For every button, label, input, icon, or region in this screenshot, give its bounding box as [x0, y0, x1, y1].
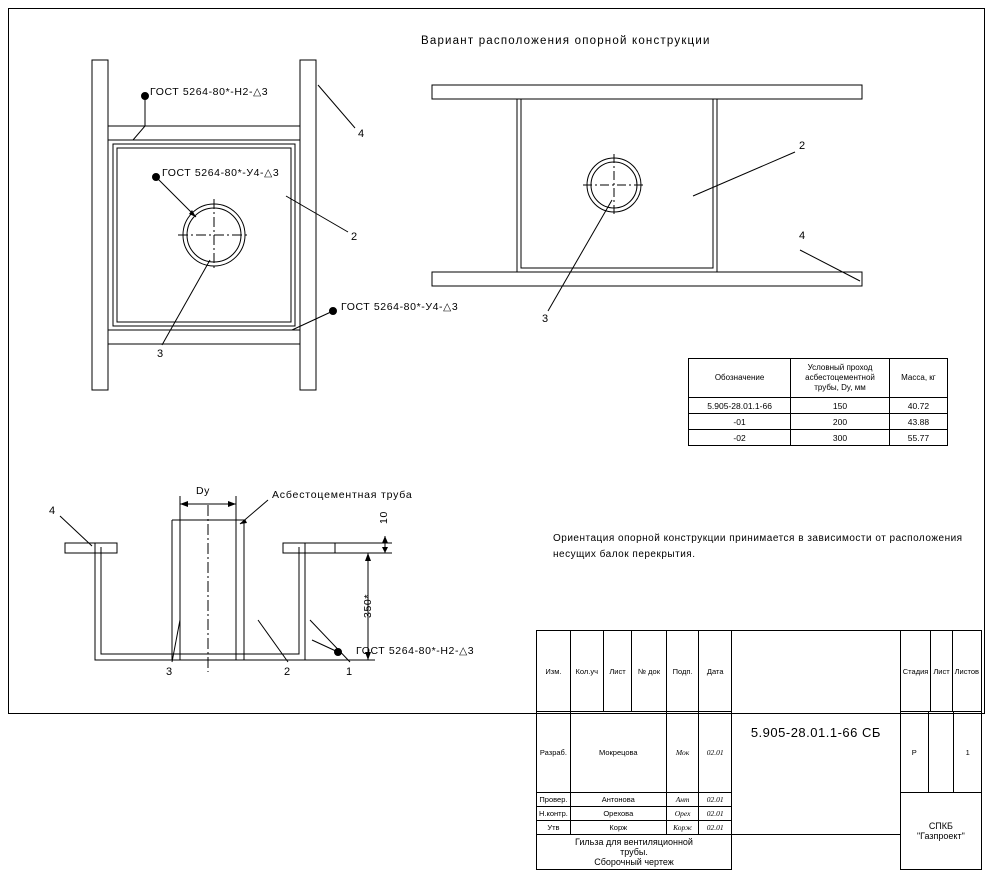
spec-header-0: Обозначение: [689, 359, 791, 398]
stage-header-2: Листов: [954, 666, 979, 676]
stamp-name-1: Антонова: [570, 793, 666, 807]
stamp-date-0: 02.01: [699, 712, 732, 793]
stage-value-1: [928, 712, 954, 792]
stamp-role-2: Н.контр.: [537, 807, 571, 821]
table-row: [689, 398, 948, 414]
weld-label-h2-bottom: ГОСТ 5264-80*-Н2-△3: [356, 645, 475, 657]
stamp-col-4: Подп.: [666, 631, 699, 712]
stamp-role-3: Утв: [537, 821, 571, 835]
drawing-number: 5.905-28.01.1-66 СБ: [731, 631, 900, 835]
stamp-sign-1: Ант: [666, 793, 699, 807]
spec-cell-1-2: 43.88: [889, 414, 947, 430]
pos-2-top-left: 2: [351, 231, 358, 243]
stamp-role-1: Провер.: [537, 793, 571, 807]
specification-table: [688, 358, 948, 446]
pos-2-top-right: 2: [799, 140, 806, 152]
pos-2-bottom: 2: [284, 666, 291, 678]
org-name-line1: СПКБ: [928, 821, 953, 831]
title-block: [536, 630, 982, 867]
drawing-title-line2: трубы.: [620, 847, 648, 857]
weld-label-h2-top: ГОСТ 5264-80*-Н2-△3: [150, 86, 269, 98]
drawing-title-line3: Сборочный чертеж: [594, 857, 674, 867]
stage-header-0: Стадия: [901, 631, 931, 711]
asbestos-pipe-label: Асбестоцементная труба: [272, 489, 413, 501]
drawing-title-line1: Гильза для вентиляционной: [575, 837, 693, 847]
stamp-name-2: Орехова: [570, 807, 666, 821]
stamp-col-5: Дата: [699, 631, 732, 712]
pos-4-top-right: 4: [799, 230, 806, 242]
stamp-col-1: Кол.уч: [570, 631, 603, 712]
stamp-date-2: 02.01: [699, 807, 732, 821]
weld-label-u4-right: ГОСТ 5264-80*-У4-△3: [341, 301, 459, 313]
stamp-col-0: Изм.: [537, 631, 571, 712]
stamp-date-3: 02.01: [699, 821, 732, 835]
stamp-col-3: № док: [632, 631, 666, 712]
dim-350-label: 350*: [362, 593, 374, 618]
stage-value-0: Р: [901, 712, 928, 792]
stamp-name-0: Мокрецова: [570, 712, 666, 793]
stamp-role-0: Разраб.: [537, 712, 571, 793]
stamp-sign-0: Мок: [666, 712, 699, 793]
weld-label-u4-top: ГОСТ 5264-80*-У4-△3: [162, 167, 280, 179]
table-row: [689, 414, 948, 430]
spec-cell-0-1: 150: [791, 398, 890, 414]
table-row: [689, 430, 948, 446]
spec-cell-2-1: 300: [791, 430, 890, 446]
stamp-col-2: Лист: [603, 631, 632, 712]
drawing-title: Вариант расположения опорной конструкции: [421, 35, 711, 47]
pos-3-top-left: 3: [157, 348, 164, 360]
stage-header-1: Лист: [931, 631, 952, 711]
dy-label: Dy: [196, 485, 211, 497]
pos-4-top-left: 4: [358, 128, 365, 140]
drawing-title-cell: [537, 835, 732, 870]
stamp-name-3: Корж: [570, 821, 666, 835]
stamp-sign-2: Орех: [666, 807, 699, 821]
spec-cell-1-1: 200: [791, 414, 890, 430]
spec-cell-0-0: 5.905-28.01.1-66: [689, 398, 791, 414]
spec-header-1: Условный проход асбестоцементной трубы, Dy, мм: [791, 359, 890, 398]
pos-3-bottom: 3: [166, 666, 173, 678]
orientation-note: Ориентация опорной конструкции принимается в зависимости от расположения несущих балок перекрытия.: [553, 533, 963, 560]
org-name-line2: "Газпроект": [916, 831, 965, 841]
spec-cell-1-0: -01: [689, 414, 791, 430]
stage-value-2: 1: [965, 747, 970, 757]
spec-cell-2-2: 55.77: [889, 430, 947, 446]
stamp-sign-3: Корж: [666, 821, 699, 835]
pos-3-top-right: 3: [542, 313, 549, 325]
stamp-date-1: 02.01: [699, 793, 732, 807]
dim-10-label: 10: [378, 511, 390, 524]
spec-cell-0-2: 40.72: [889, 398, 947, 414]
pos-4-bottom: 4: [49, 505, 56, 517]
spec-header-2: Масса, кг: [889, 359, 947, 398]
pos-1-bottom: 1: [346, 666, 353, 678]
spec-cell-2-0: -02: [689, 430, 791, 446]
